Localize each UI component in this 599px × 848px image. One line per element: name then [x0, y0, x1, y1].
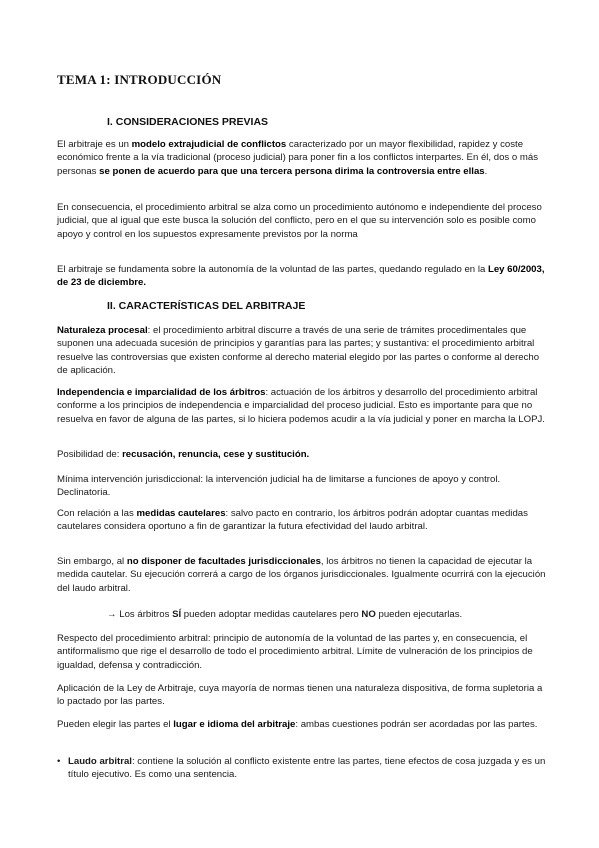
bullet-icon: •: [57, 756, 61, 767]
document-title: TEMA 1: INTRODUCCIÓN: [57, 72, 222, 87]
section-heading-caracteristicas: II. CARACTERÍSTICAS DEL ARBITRAJE: [107, 300, 306, 312]
paragraph-lugar-idioma: Pueden elegir las partes el lugar e idioma del arbitraje: ambas cuestiones podrán ser acordadas por las partes.: [57, 719, 538, 730]
paragraph-naturaleza: Naturaleza procesal: el procedimiento arbitral discurre a través de una serie de trámites procedimentales que suponen una adecuada sucesión de principios y garantías para las partes; y sustantiva: el procedimiento arbitral resuelve las controversias que existen conforme al derecho material elegido por las partes o conforme al derecho de aplicación.: [57, 325, 540, 376]
paragraph-procedimiento: Respecto del procedimiento arbitral: principio de autonomía de la voluntad de las partes y, en consecuencia, el antiformalismo que rige el desarrollo de todo el procedimiento arbitral. Límite de vulneración de los principios de igualdad, defensa y contradicción.: [57, 633, 533, 671]
bullet-text: Laudo arbitral: contiene la solución al conflicto existente entre las partes, tiene efectos de cosa juzgada y es un título ejecutivo. Es como una sentencia.: [68, 756, 546, 781]
paragraph-ley-arbitraje: Aplicación de la Ley de Arbitraje, cuya mayoría de normas tienen una naturaleza dispositiva, de forma supletoria a lo pactado por las partes.: [57, 683, 543, 708]
paragraph-posibilidad: Posibilidad de: recusación, renuncia, cese y sustitución.: [57, 449, 310, 460]
section-heading-consideraciones: I. CONSIDERACIONES PREVIAS: [107, 116, 269, 128]
paragraph-minima-intervencion: Mínima intervención jurisdiccional: la intervención judicial ha de limitarse a funciones de apoyo y control. Declinatoria.: [57, 474, 501, 499]
paragraph-consecuencia: En consecuencia, el procedimiento arbitral se alza como un procedimiento autónomo e independiente del proceso judicial, que al igual que este busca la solución del conflicto, pero en el que su intervención solo es posible como apoyo y control en los supuestos expresamente previstos por la norma: [57, 202, 542, 240]
paragraph-fundamento: El arbitraje se fundamenta sobre la autonomía de la voluntad de las partes, quedando regulado en la Ley 60/2003, de 23 de diciembre.: [57, 264, 545, 289]
paragraph-medidas-cautelares: Con relación a las medidas cautelares: salvo pacto en contrario, los árbitros podrán adoptar cuantas medidas cautelares considera oportuno a fin de garantizar la futura efectividad del laudo arbitral.: [57, 508, 528, 533]
arrow-note: → Los árbitros SÍ pueden adoptar medidas cautelares pero NO pueden ejecutarlas.: [107, 609, 463, 620]
paragraph-definicion: El arbitraje es un modelo extrajudicial de conflictos caracterizado por un mayor flexibilidad, rapidez y coste económico frente a la vía tradicional (proceso judicial) para poner fin a los conflictos interpartes. En él, dos o más personas se ponen de acuerdo para que una tercera persona dirima la controversia entre ellas.: [57, 139, 538, 177]
arrow-icon: →: [107, 609, 117, 620]
paragraph-independencia: Independencia e imparcialidad de los árbitros: actuación de los árbitros y desarrollo del procedimiento arbitral conforme a los principios de independencia e imparcialidad del proceso judicial. Esto es importante para que no resuelva en favor de alguna de las partes, si lo hiciera podemos acudir a la vía judicial y poner en marcha la LOPJ.: [57, 387, 545, 425]
bullet-laudo-arbitral: [57, 755, 552, 782]
paragraph-facultades: Sin embargo, al no disponer de facultades jurisdiccionales, los árbitros no tienen la capacidad de ejecutar la medida cautelar. Su ejecución correrá a cargo de los órganos jurisdiccionales. Igualmente ocurrirá con la ejecución del laudo arbitral.: [57, 556, 546, 594]
